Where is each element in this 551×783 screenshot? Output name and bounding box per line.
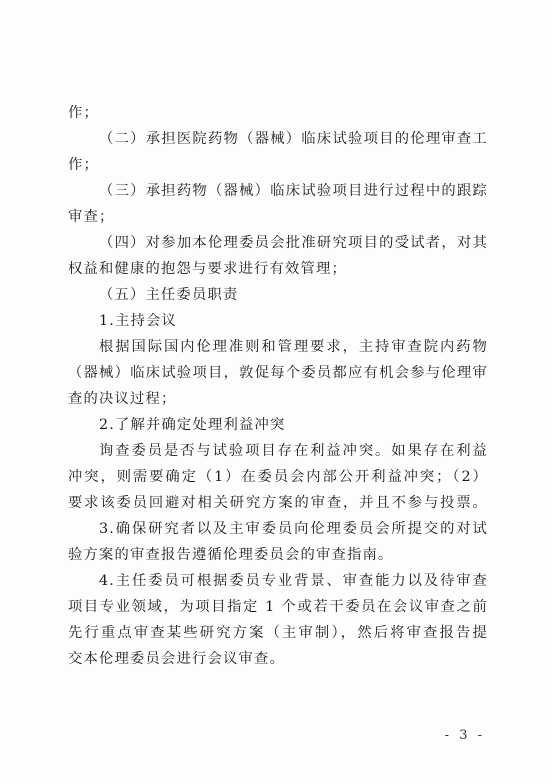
text-line: （器械）临床试验项目，敦促每个委员都应有机会参与伦理审 xyxy=(68,365,488,381)
text-line: （三）承担药物（器械）临床试验项目进行过程中的跟踪 xyxy=(99,183,488,199)
text-line: 根据国际国内伦理准则和管理要求，主持审查院内药物 xyxy=(99,339,488,355)
text-line: 1.主持会议 xyxy=(99,313,178,329)
text-line: （四）对参加本伦理委员会批准研究项目的受试者，对其 xyxy=(99,235,488,251)
text-line: 权益和健康的抱怨与要求进行有效管理； xyxy=(68,261,347,277)
text-line: （五）主任委员职责 xyxy=(99,287,239,303)
text-line: 要求该委员回避对相关研究方案的审查，并且不参与投票。 xyxy=(68,495,488,511)
document-body xyxy=(68,100,488,672)
text-line: 查的决议过程； xyxy=(68,391,177,407)
text-line: （二）承担医院药物（器械）临床试验项目的伦理审查工 xyxy=(99,131,488,147)
text-line: 4.主任委员可根据委员专业背景、审查能力以及待审查 xyxy=(99,573,488,589)
text-line: 先行重点审查某些研究方案（主审制），然后将审查报告提 xyxy=(68,625,488,641)
text-line: 项目专业领域，为项目指定 1 个或若干委员在会议审查之前 xyxy=(68,599,488,615)
text-line: 审查； xyxy=(68,209,115,225)
text-line: 2.了解并确定处理利益冲突 xyxy=(99,417,286,433)
text-line: 作； xyxy=(68,157,99,173)
page-number: - 3 - xyxy=(444,728,485,743)
text-line: 询查委员是否与试验项目存在利益冲突。如果存在利益 xyxy=(99,443,488,459)
text-line: 3.确保研究者以及主审委员向伦理委员会所提交的对试 xyxy=(99,521,488,537)
text-line: 冲突，则需要确定（1）在委员会内部公开利益冲突；（2） xyxy=(68,469,488,485)
text-line: 交本伦理委员会进行会议审查。 xyxy=(68,651,285,667)
text-line: 作； xyxy=(68,105,99,121)
text-line: 验方案的审查报告遵循伦理委员会的审查指南。 xyxy=(68,547,394,563)
